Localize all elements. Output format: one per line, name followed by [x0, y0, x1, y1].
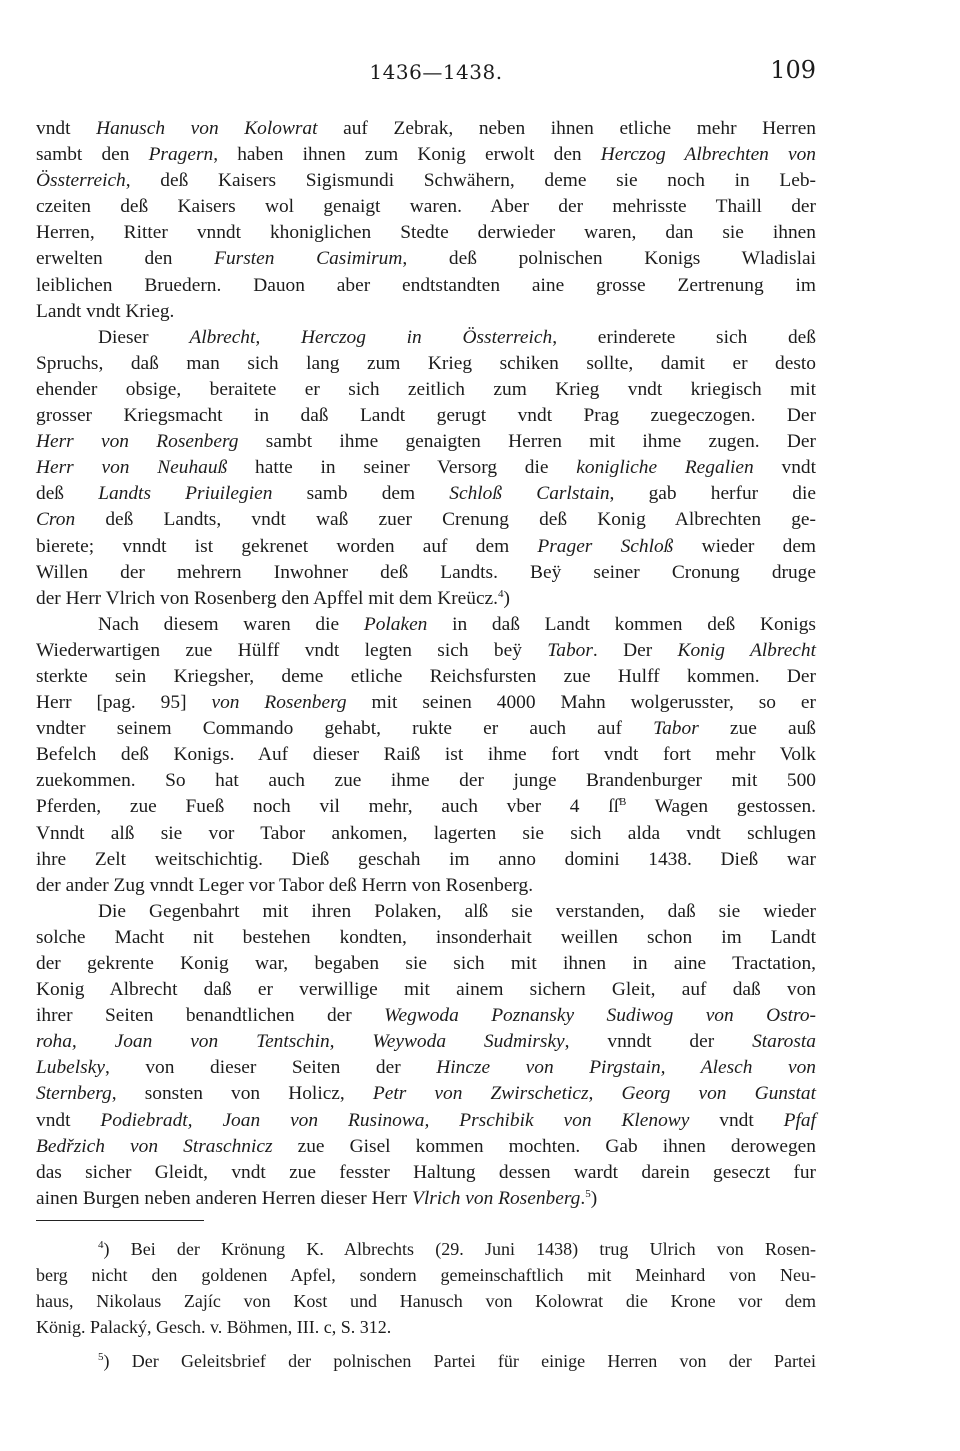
main-text	[36, 116, 816, 1212]
text-line	[36, 899, 816, 925]
text-line	[36, 951, 816, 977]
text-run: )	[590, 1187, 598, 1209]
text-run: deß	[36, 483, 99, 505]
text-run: vndt	[36, 1109, 101, 1131]
footnote-line	[36, 1263, 816, 1289]
footnote-rule	[36, 1220, 204, 1221]
header-year-range: 1436—1438.	[369, 60, 503, 84]
text-line	[36, 429, 816, 455]
text-run: ) Der Geleitsbrief der polnischen Partei für einige Herren von der Partei	[103, 1351, 816, 1372]
text-run: König. Palacký, Gesch. v. Böhmen, III. c, S. 312.	[36, 1317, 392, 1338]
text-run: Willen der mehrern Inwohner deß Landts. Beÿ seiner Cronung druge	[36, 561, 816, 583]
italic-name: Sternberg	[36, 1083, 112, 1105]
text-run: Nach diesem waren die	[98, 613, 364, 635]
italic-name: konigliche Regalien	[576, 457, 754, 479]
italic-name: Össterreich	[36, 170, 126, 192]
text-line	[36, 1108, 816, 1134]
text-run: berg nicht den goldenen Apfel, sondern gemeinschaftlich mit Meinhard von Neu-	[36, 1265, 816, 1286]
text-line	[36, 821, 816, 847]
text-run: czeiten deß Kaisers wol genaigt waren. Aber der mehrisste Thaill der	[36, 196, 816, 218]
footnote-line	[36, 1315, 816, 1341]
footnote-ref: 4	[98, 1239, 104, 1251]
footnote	[36, 1349, 816, 1375]
text-run: , deß Kaisers Sigismundi Schwähern, deme sie noch in Leb-	[125, 170, 816, 192]
text-run: vndt	[689, 1109, 784, 1131]
text-line	[36, 246, 816, 272]
footnotes	[36, 1237, 816, 1375]
text-run: Vnndt alß sie vor Tabor ankomen, lagerten sie sich alda vndt schlugen	[36, 822, 816, 844]
text-line	[36, 716, 816, 742]
italic-name: Herr von Neuhauß	[36, 457, 228, 479]
page-number: 109	[770, 56, 816, 84]
text-line	[36, 168, 816, 194]
italic-name: Bedřzich von Straschnicz	[36, 1135, 273, 1157]
text-line	[36, 351, 816, 377]
text-line	[36, 142, 816, 168]
italic-name: Albrecht, Herczog in Össterreich	[189, 326, 553, 348]
italic-name: Tabor	[653, 718, 699, 740]
text-run: in daß Landt kommen deß Konigs	[427, 613, 816, 635]
text-run: Wagen gestossen.	[626, 796, 816, 818]
text-run: Landt vndt Krieg.	[36, 300, 175, 322]
text-line	[36, 768, 816, 794]
footnote-ref: B	[619, 796, 627, 809]
text-run: grosser Kriegsmacht in daß Landt gerugt vndt Prag zuegeczogen. Der	[36, 405, 816, 427]
text-run: Dieser	[98, 326, 190, 348]
text-run: ihrer Seiten benandtlichen der	[36, 1005, 385, 1027]
text-line	[36, 560, 816, 586]
italic-name: Petr von Zwirscheticz	[372, 1083, 589, 1105]
text-line	[36, 664, 816, 690]
text-run: Die Gegenbahrt mit ihren Polaken, alß sie verstanden, daß sie wieder	[98, 900, 816, 922]
text-run: vndter seinem Commando gehabt, rukte er auch auf	[36, 718, 654, 740]
text-line	[36, 455, 816, 481]
italic-name: Herczog Albrechten von	[600, 144, 817, 166]
text-line	[36, 325, 816, 351]
italic-name: Konig Albrecht	[677, 639, 816, 661]
text-run: solche Macht nit bestehen kondten, insonderhait weillen schon im Landt	[36, 926, 816, 948]
text-run: auf Zebrak, neben ihnen etliche mehr Herren	[317, 118, 817, 139]
text-run: Herren, Ritter vnndt khoniglichen Stedte derwieder waren, dan sie ihnen	[36, 222, 816, 244]
text-run: Herr [pag. 95]	[36, 692, 212, 714]
footnote	[36, 1237, 816, 1341]
footnote-ref: 5	[98, 1351, 104, 1364]
footnote-line	[36, 1349, 816, 1375]
text-run: , deß polnischen Konigs Wladislai	[402, 248, 816, 270]
text-run: der Herr Vlrich von Rosenberg den Apffel mit dem Kreücz.	[36, 587, 499, 609]
text-run: Konig Albrecht daß er verwillige mit ainem sichern Gleit, auf daß von	[36, 979, 816, 1001]
italic-name: roha, Joan von Tentschin, Weywoda Sudmirsky	[36, 1031, 565, 1053]
text-run: Pferden, zue Fueß noch vil mehr, auch vber 4 ſſ	[36, 796, 620, 818]
text-run: ) Bei der Krönung K. Albrechts (29. Juni 1438) trug Ulrich von Rosen-	[103, 1239, 816, 1259]
text-run: , von dieser Seiten der	[104, 1057, 437, 1079]
italic-name: Hincze von Pirgstain, Alesch von	[436, 1057, 816, 1079]
italic-name: Lubelsky	[36, 1057, 105, 1079]
text-run: ainen Burgen neben anderen Herren dieser Herr	[36, 1187, 412, 1209]
italic-name: Starosta	[752, 1031, 816, 1053]
text-run: )	[503, 587, 510, 609]
text-run: , gab herfur die	[609, 483, 816, 505]
text-line	[36, 1160, 816, 1186]
text-run: zuekommen. So hat auch zue ihme der junge Brandenburger mit 500	[36, 770, 816, 792]
text-line	[36, 873, 816, 899]
italic-name: Fursten Casimirum	[214, 248, 403, 270]
italic-name: Podiebradt, Joan von Rusinowa, Prschibik von Klenowy	[100, 1109, 690, 1131]
footnote-ref: 5	[585, 1187, 591, 1200]
text-line	[36, 1186, 816, 1212]
text-run: leiblichen Bruedern. Dauon aber endtstandten aine grosse Zertrenung im	[36, 274, 816, 296]
text-line	[36, 377, 816, 403]
text-run: zue Gisel kommen mochten. Gab ihnen derowegen	[272, 1135, 816, 1157]
text-line	[36, 534, 816, 560]
text-line	[36, 925, 816, 951]
text-run: das sicher Gleidt, vndt zue fesster Haltung dessen wardt darein geseczt fur	[36, 1161, 816, 1183]
text-run: sambt ihme genaigten Herren mit ihme zugen. Der	[238, 431, 816, 453]
text-run: haus, Nikolaus Zajíc von Kost und Hanusch von Kolowrat die Krone vor dem	[36, 1291, 816, 1312]
text-run: , erinderete sich deß	[552, 326, 816, 348]
italic-name: Herr von Rosenberg	[36, 431, 239, 453]
text-run: vndt	[36, 118, 97, 139]
footnote-line	[36, 1237, 816, 1263]
italic-name: Schloß Carlstain	[449, 483, 610, 505]
text-line	[36, 1003, 816, 1029]
text-line	[36, 638, 816, 664]
text-line	[36, 794, 816, 820]
italic-name: Cron	[36, 509, 76, 531]
text-run: . Der	[592, 639, 678, 661]
text-run: ,	[588, 1083, 622, 1105]
text-run: vndt	[753, 457, 816, 479]
text-run: .	[580, 1187, 586, 1209]
text-line	[36, 1134, 816, 1160]
text-run: Befelch deß Konigs. Auf dieser Raiß ist ihme fort vndt fort mehr Volk	[36, 744, 816, 766]
text-line	[36, 403, 816, 429]
text-run: erwelten den	[36, 248, 215, 270]
text-line	[36, 220, 816, 246]
text-line	[36, 507, 816, 533]
text-run: zue auß	[698, 718, 816, 740]
italic-name: von Rosenberg	[211, 692, 347, 714]
text-line	[36, 1081, 816, 1107]
italic-name: Pragern	[148, 144, 214, 166]
text-run: ihre Zelt weitschichtig. Dieß geschah im anno domini 1438. Dieß war	[36, 848, 816, 870]
text-run: hatte in seiner Versorg die	[227, 457, 577, 479]
text-line	[36, 977, 816, 1003]
italic-name: Prager Schloß	[537, 535, 674, 557]
text-run: Spruchs, daß man sich lang zum Krieg schiken sollte, damit er desto	[36, 352, 816, 374]
text-line	[36, 612, 816, 638]
italic-name: Hanusch von Kolowrat	[96, 118, 318, 139]
text-line	[36, 1055, 816, 1081]
text-line	[36, 299, 816, 325]
footnote-ref: 4	[498, 587, 504, 600]
text-run: bierete; vnndt ist gekrenet worden auf dem	[36, 535, 538, 557]
text-run: samb dem	[272, 483, 450, 505]
text-run: sterkte sein Kriegsher, deme etliche Reichsfursten zue Hulff kommen. Der	[36, 665, 816, 687]
italic-name: Polaken	[363, 613, 428, 635]
text-line	[36, 742, 816, 768]
footnote-line	[36, 1289, 816, 1315]
text-run: , vnndt der	[564, 1031, 753, 1053]
text-run: ehender obsige, beraitete er sich zeitlich zum Krieg vndt kriegisch mit	[36, 378, 816, 400]
text-run: mit seinen 4000 Mahn wolgerusster, so er	[346, 692, 816, 714]
italic-name: Pfaf	[783, 1109, 816, 1131]
text-line	[36, 847, 816, 873]
text-run: deß Landts, vndt waß zuer Crenung deß Konig Albrechten ge-	[75, 509, 816, 531]
text-line	[36, 481, 816, 507]
text-run: Wiederwartigen zue Hülff vndt legten sich beÿ	[36, 639, 548, 661]
text-line	[36, 690, 816, 716]
text-line	[36, 273, 816, 299]
italic-name: Landts Priuilegien	[98, 483, 273, 505]
text-line	[36, 1029, 816, 1055]
italic-name: Vlrich von Rosenberg	[411, 1187, 581, 1209]
italic-name: Wegwoda Poznansky Sudiwog von Ostro-	[384, 1005, 816, 1027]
italic-name: Tabor	[547, 639, 593, 661]
text-run: wieder dem	[673, 535, 817, 557]
text-run: , haben ihnen zum Konig erwolt den	[213, 144, 601, 166]
running-head	[36, 56, 816, 86]
text-line	[36, 586, 816, 612]
italic-name: Georg von Gunstat	[621, 1083, 816, 1105]
text-line	[36, 194, 816, 220]
text-run: der ander Zug vnndt Leger vor Tabor deß Herrn von Rosenberg.	[36, 874, 534, 896]
text-run: der gekrente Konig war, begaben sie sich mit ihnen in aine Tractation,	[36, 953, 816, 974]
text-run: , sonsten von Holicz,	[111, 1083, 373, 1105]
text-line	[36, 116, 816, 142]
text-run: sambt den	[36, 144, 149, 166]
